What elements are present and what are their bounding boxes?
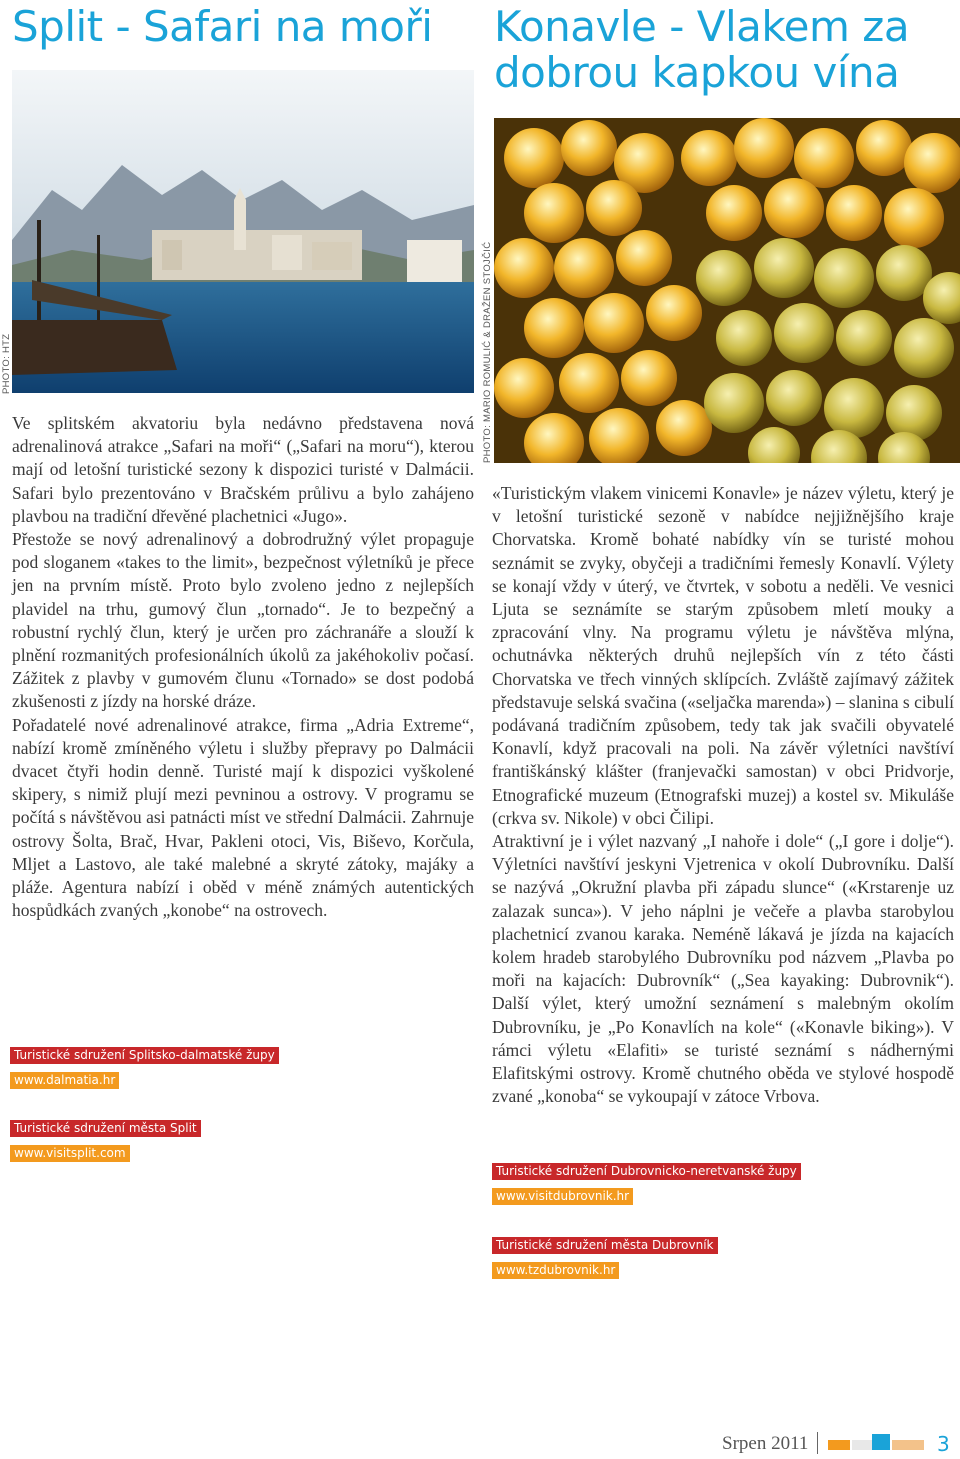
right-photo-credit: PHOTO: MARIO ROMULIĆ & DRAŽEN STOJČIĆ: [482, 241, 493, 463]
left-tag-2-url[interactable]: www.visitsplit.com: [10, 1145, 130, 1162]
left-photo-credit: PHOTO: HTZ: [1, 333, 12, 394]
footer-issue-date: Srpen 2011: [722, 1433, 809, 1454]
right-title-line-1: Konavle - Vlakem za: [494, 2, 910, 51]
footer-divider: [817, 1432, 818, 1454]
right-tag-1-url[interactable]: www.visitdubrovnik.hr: [492, 1188, 633, 1205]
right-tag-2-label: Turistické sdružení města Dubrovník: [492, 1237, 718, 1254]
left-paragraph-3: Pořadatelé nové adrenalinové atrakce, firma „Adria Extreme“, nabízí kromě zmíněného výletu i služby přepravy po Dalmácii dvacet čtyři hodin denně. Turisté mají k dispozici vyškolené skipery, s nimiž plují mezi pevninou a ostrovy. V programu se počítá s návštěvou asi patnácti míst ve střední Dalmácii. Zahrnuje ostrovy Šolta, Brač, Hvar, Pakleni otoci, Vis, Biševo, Korčula, Mljet a Lastovo, ale také malebné a skryté zátoky, majáky a pláže. Agentura nabízí i oběd v méně známých autentických hospůdkách zvaných „konobe“ na ostrovech.: [12, 714, 474, 921]
magazine-logo-mark: [828, 1434, 926, 1454]
split-harbour-illustration: [12, 70, 474, 393]
left-tag-1-label: Turistické sdružení Splitsko-dalmatské župy: [10, 1047, 279, 1064]
right-paragraph-1: «Turistickým vlakem vinicemi Konavle» je název výletu, který je v letošní turistické sezoně v nabídce nejjižnějšího kraje Chorvatska. Kromě bohaté nabídky vín se turisté mohou seznámit se zvyky, obyčeji a tradičními řemesly Konavlí. Výlety se konají vždy v úterý, ve čtvrtek, v sobotu a neděli. Ve vesnici Ljuta se seznámíte se starým způsobem mletí mouky a zpracování vlny. Na programu výletu je návštěva mlýna, ochutnávka některých druhů nejlepších vín z této části Chorvatska ve třech vinných sklípcích. Zvláště zajímavý zážitek představuje selská svačina («seljačka marenda») – slanina s cibulí podávaná tradičním způsobem, tedy tak jak svačili obyvatelé Konavlí, když pracovali na poli. Na závěr výletníci navštíví františkánský klášter (franjevački samostan) v obci Pridvorje, Etnografické muzeum (Etnografski muzej) a kostel sv. Mikuláše (crkva sv. Nikole) v obci Čilipi.: [492, 483, 954, 828]
right-tag-2-url[interactable]: www.tzdubrovnik.hr: [492, 1262, 619, 1279]
right-article-title: [494, 4, 909, 96]
right-article-body: [492, 482, 954, 1108]
split-harbour-photo: [12, 70, 474, 393]
right-tag-1-label: Turistické sdružení Dubrovnicko-neretvanské župy: [492, 1163, 801, 1180]
page-number: 3: [937, 1432, 950, 1456]
left-article-title: Split - Safari na moři: [12, 2, 433, 51]
left-paragraph-1: Ve splitském akvatoriu byla nedávno představena nová adrenalinová atrakce „Safari na moři“ („Safari na moru“), kterou mají od letošní turistické sezony k dispozici turisté v Dalmácii. Safari bylo prezentováno v Bračském průlivu a bylo zahájeno plavbou na tradiční dřevěné plachetnici «Jugo».: [12, 413, 474, 526]
left-tag-2-label: Turistické sdružení města Split: [10, 1120, 201, 1137]
left-tag-1-url[interactable]: www.dalmatia.hr: [10, 1072, 119, 1089]
left-article-body: [12, 412, 474, 922]
grapes-photo: [494, 118, 960, 463]
magazine-logo: [828, 1434, 926, 1454]
right-paragraph-2: Atraktivní je i výlet nazvaný „I nahoře i dole“ („I gore i dolje“). Výletníci navštíví jeskyni Vjetrenica v okolí Dubrovníku. Další se nazývá „Okružní plavba při západu slunce“ («Krstarenje uz zalazak sunca»). V jeho náplni je večeře a plavba starobylou plachetnicí zvanou karaka. Neméně lákavá je jízda na kajacích kolem hradeb starobylého Dubrovníku pod názvem „Plavba po moři na kajacích: Dubrovník“ („Sea kayaking: Dubrovnik“). Další výlet, který umožní seznámení s malebným okolím Dubrovníku, je „Po Konavlích na kole“ («Konavle biking»). V rámci výletu «Elafiti» se turisté seznámí s nádhernými Elafitskými ostrovy. Kromě chutného oběda ve stylové hospodě zvané „konoba“ se vykoupají v zátoce Vrbova.: [492, 831, 954, 1107]
grapes-illustration: [494, 118, 960, 463]
right-title-line-2: dobrou kapkou vína: [494, 48, 900, 97]
left-paragraph-2: Přestože se nový adrenalinový a dobrodružný výlet propaguje pod sloganem «takes to the limit», bezpečnost výletníků je přece jen na prvním místě. Proto bylo zvoleno jedno z nejlepších plavidel na trhu, gumový člun „tornado“. Je to bezpečný a robustní rychlý člun, který je určen pro záchranáře a slouží k plnění rozmanitých profesionálních úkolů za jakéhokoliv počasí. Zážitek z plavby v gumovém člunu «Tornado» se dost podobá zkušenosti z jízdy na horské dráze.: [12, 529, 474, 712]
